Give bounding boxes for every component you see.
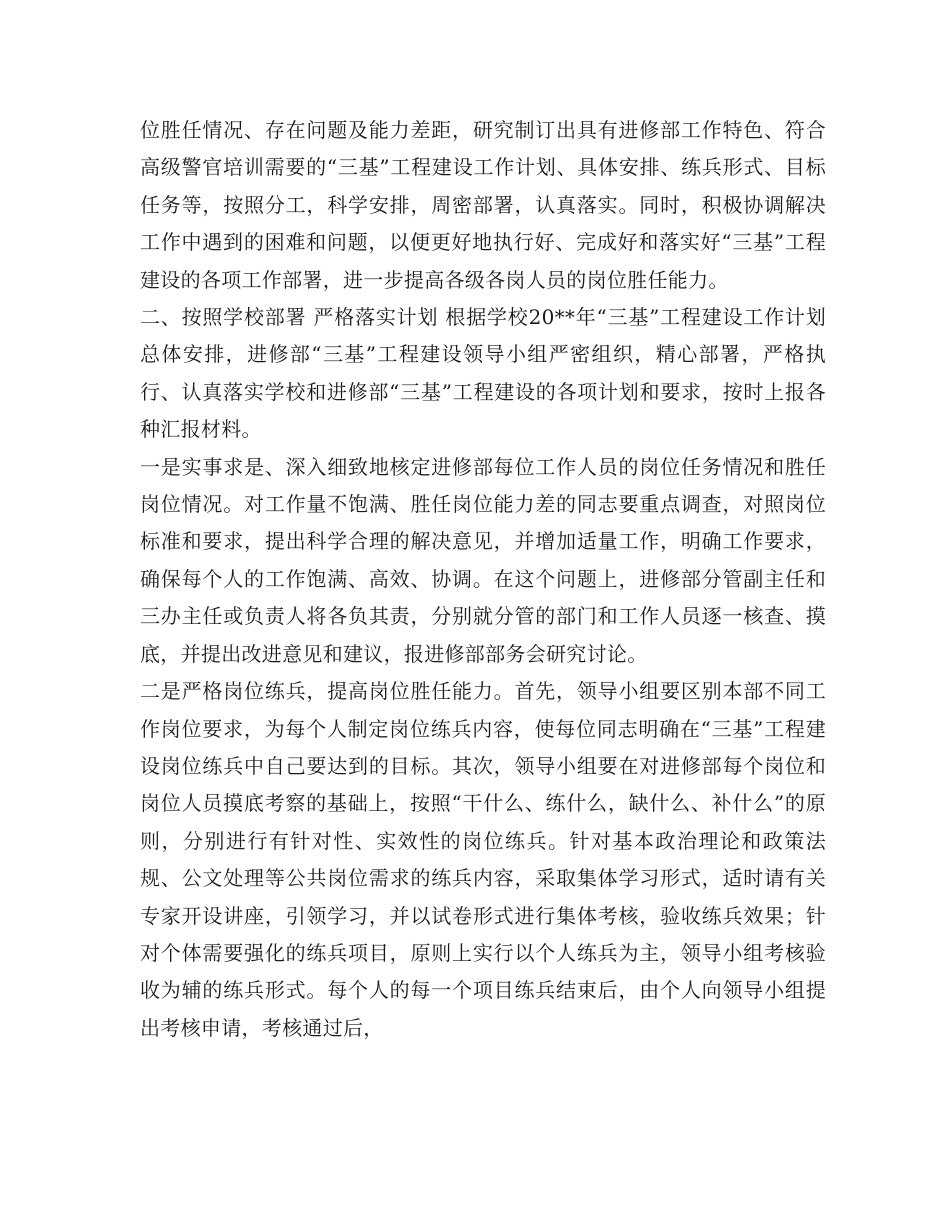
paragraph-point-one: 一是实事求是、深入细致地核定进修部每位工作人员的岗位任务情况和胜任岗位情况。对工作量不饱满、胜任岗位能力差的同志要重点调查，对照岗位标准和要求，提出科学合理的解决意见，并增加适量工作，明确工作要求，确保每个人的工作饱满、高效、协调。在这个问题上，进修部分管副主任和三办主任或负责人将各负其责，分别就分管的部门和工作人员逐一核查、摸底，并提出改进意见和建议，报进修部部务会研究讨论。 [140, 454, 826, 666]
paragraph-continuation: 位胜任情况、存在问题及能力差距，研究制订出具有进修部工作特色、符合高级警官培训需要的“三基”工程建设工作计划、具体安排、练兵形式、目标任务等，按照分工，科学安排，周密部署，认真落实。同时，积极协调解决工作中遇到的困难和问题，以便更好地执行好、完成好和落实好“三基”工程建设的各项工作部署，进一步提高各级各岗人员的岗位胜任能力。 [140, 118, 826, 292]
paragraph-section-two: 二、按照学校部署 严格落实计划 根据学校20**年“三基”工程建设工作计划总体安排，进修部“三基”工程建设领导小组严密组织，精心部署，严格执行、认真落实学校和进修部“三基”工程建设的各项计划和要求，按时上报各种汇报材料。 [140, 305, 826, 442]
document-body [140, 112, 826, 1047]
paragraph-point-two: 二是严格岗位练兵，提高岗位胜任能力。首先，领导小组要区别本部不同工作岗位要求，为每个人制定岗位练兵内容，使每位同志明确在“三基”工程建设岗位练兵中自己要达到的目标。其次，领导小组要在对进修部每个岗位和岗位人员摸底考察的基础上，按照“干什么、练什么，缺什么、补什么”的原则，分别进行有针对性、实效性的岗位练兵。针对基本政治理论和政策法规、公文处理等公共岗位需求的练兵内容，采取集体学习形式，适时请有关专家开设讲座，引领学习，并以试卷形式进行集体考核，验收练兵效果；针对个体需要强化的练兵项目，原则上实行以个人练兵为主，领导小组考核验收为辅的练兵形式。每个人的每一个项目练兵结束后，由个人向领导小组提出考核申请，考核通过后， [140, 679, 826, 1040]
